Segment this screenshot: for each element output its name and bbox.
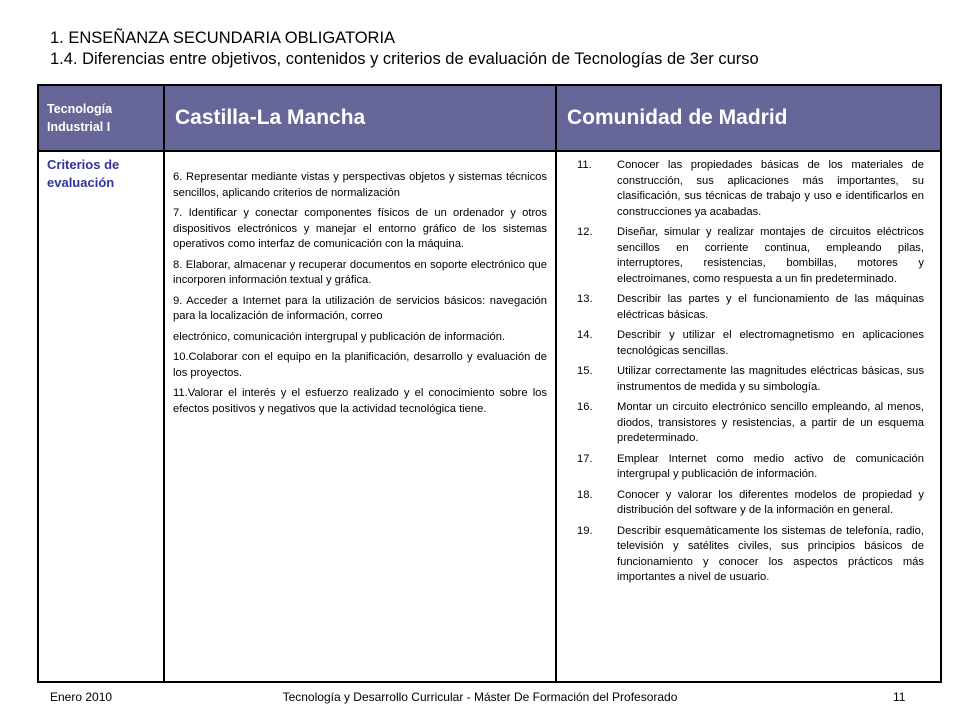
header-madrid: Comunidad de Madrid xyxy=(556,85,941,151)
castilla-criterion: 8. Elaborar, almacenar y recuperar documentos en soporte electrónico que incorporen información textual y gráfica. xyxy=(173,258,547,286)
madrid-criterion xyxy=(577,225,924,287)
madrid-criterion xyxy=(577,158,924,220)
castilla-criterion: electrónico, comunicación intergrupal y publicación de información. xyxy=(173,330,506,343)
criterion-text: Conocer y valorar los diferentes modelos de propiedad y distribución del software y de la información en general. xyxy=(617,488,924,516)
criterion-text: Describir y utilizar el electromagnetismo en aplicaciones tecnológicas sencillas. xyxy=(617,329,924,357)
table-header-row xyxy=(38,85,941,151)
castilla-criterion: 11.Valorar el interés y el esfuerzo realizado y el conocimiento sobre los efectos positivos y negativos que la actividad tecnológica tiene. xyxy=(173,387,547,415)
criterion-text: Utilizar correctamente las magnitudes eléctricas básicas, sus instrumentos de medida y su simbología. xyxy=(617,365,924,393)
madrid-criterion xyxy=(577,364,924,395)
header-subject: Tecnología Industrial I xyxy=(38,85,164,151)
criterion-number: 11. xyxy=(577,159,592,171)
castilla-criterion: 6. Representar mediante vistas y perspectivas objetos y sistemas técnicos sencillos, aplicando criterios de normalización xyxy=(173,171,547,199)
criterion-number: 15. xyxy=(577,365,593,377)
madrid-criteria-cell xyxy=(556,151,941,682)
madrid-criterion xyxy=(577,488,924,519)
criterion-number: 12. xyxy=(577,226,593,238)
castilla-criterion: 7. Identificar y conectar componentes físicos de un ordenador y otros dispositivos electrónicos y manejar el entorno gráfico de los sistemas operativos como interfaz de comunicación con la máquina. xyxy=(173,207,547,250)
title-section: 1. ENSEÑANZA SECUNDARIA OBLIGATORIA xyxy=(50,29,396,47)
footer-date: Enero 2010 xyxy=(50,690,113,704)
criterion-number: 18. xyxy=(577,488,593,501)
footer-course: Tecnología y Desarrollo Curricular - Máster De Formación del Profesorado xyxy=(282,690,678,704)
footer-page-number: 11 xyxy=(893,690,906,704)
criterion-number: 13. xyxy=(577,293,593,305)
madrid-criterion xyxy=(577,292,924,323)
header-castilla: Castilla-La Mancha xyxy=(164,85,556,151)
slide-title xyxy=(50,28,950,70)
criterion-text: Montar un circuito electrónico sencillo empleando, al menos, diodos, transistores y resistencias, a partir de un esquema predeterminado. xyxy=(617,401,924,444)
criterion-text: Emplear Internet como medio activo de comunicación intergrupal y publicación de información. xyxy=(617,452,924,480)
castilla-criteria-cell xyxy=(164,151,556,682)
criterion-number: 19. xyxy=(577,524,593,537)
criterion-text: Diseñar, simular y realizar montajes de circuitos eléctricos sencillos en corriente continua, empleando pilas, interruptores, resistencias, bombillas, motores y electroimanes, como respuesta a un fin predeterminado. xyxy=(617,226,924,285)
criterion-number: 16. xyxy=(577,401,593,413)
castilla-criterion: 10.Colaborar con el equipo en la planificación, desarrollo y evaluación de los proyectos. xyxy=(173,351,547,379)
madrid-criterion xyxy=(577,400,924,447)
comparison-table xyxy=(37,84,942,683)
criterion-number: 17. xyxy=(577,452,593,465)
criterion-number: 14. xyxy=(577,329,593,341)
table-row xyxy=(38,151,941,682)
madrid-criterion xyxy=(577,524,924,586)
madrid-criterion xyxy=(577,328,924,359)
criterion-text: Describir esquemáticamente los sistemas de telefonía, radio, televisión y satélites civiles, sus principios básicos de funcionamiento y conocer los aspectos prácticos más importantes a nivel de usuario. xyxy=(617,524,924,583)
row-label-criterios: Criterios de evaluación xyxy=(38,151,164,682)
criterion-text: Describir las partes y el funcionamiento de las máquinas eléctricas básicas. xyxy=(617,293,924,321)
title-subsection: 1.4. Diferencias entre objetivos, contenidos y criterios de evaluación de Tecnologías de 3er curso xyxy=(50,50,759,68)
madrid-criterion xyxy=(577,452,924,483)
criterion-text: Conocer las propiedades básicas de los materiales de construcción, sus aplicaciones más importantes, su clasificación, sus técnicas de trabajo y uso e identificarlos en construcciones ya acabadas. xyxy=(617,159,924,218)
castilla-criterion: 9. Acceder a Internet para la utilización de servicios básicos: navegación para la localización de información, correo xyxy=(173,294,547,322)
